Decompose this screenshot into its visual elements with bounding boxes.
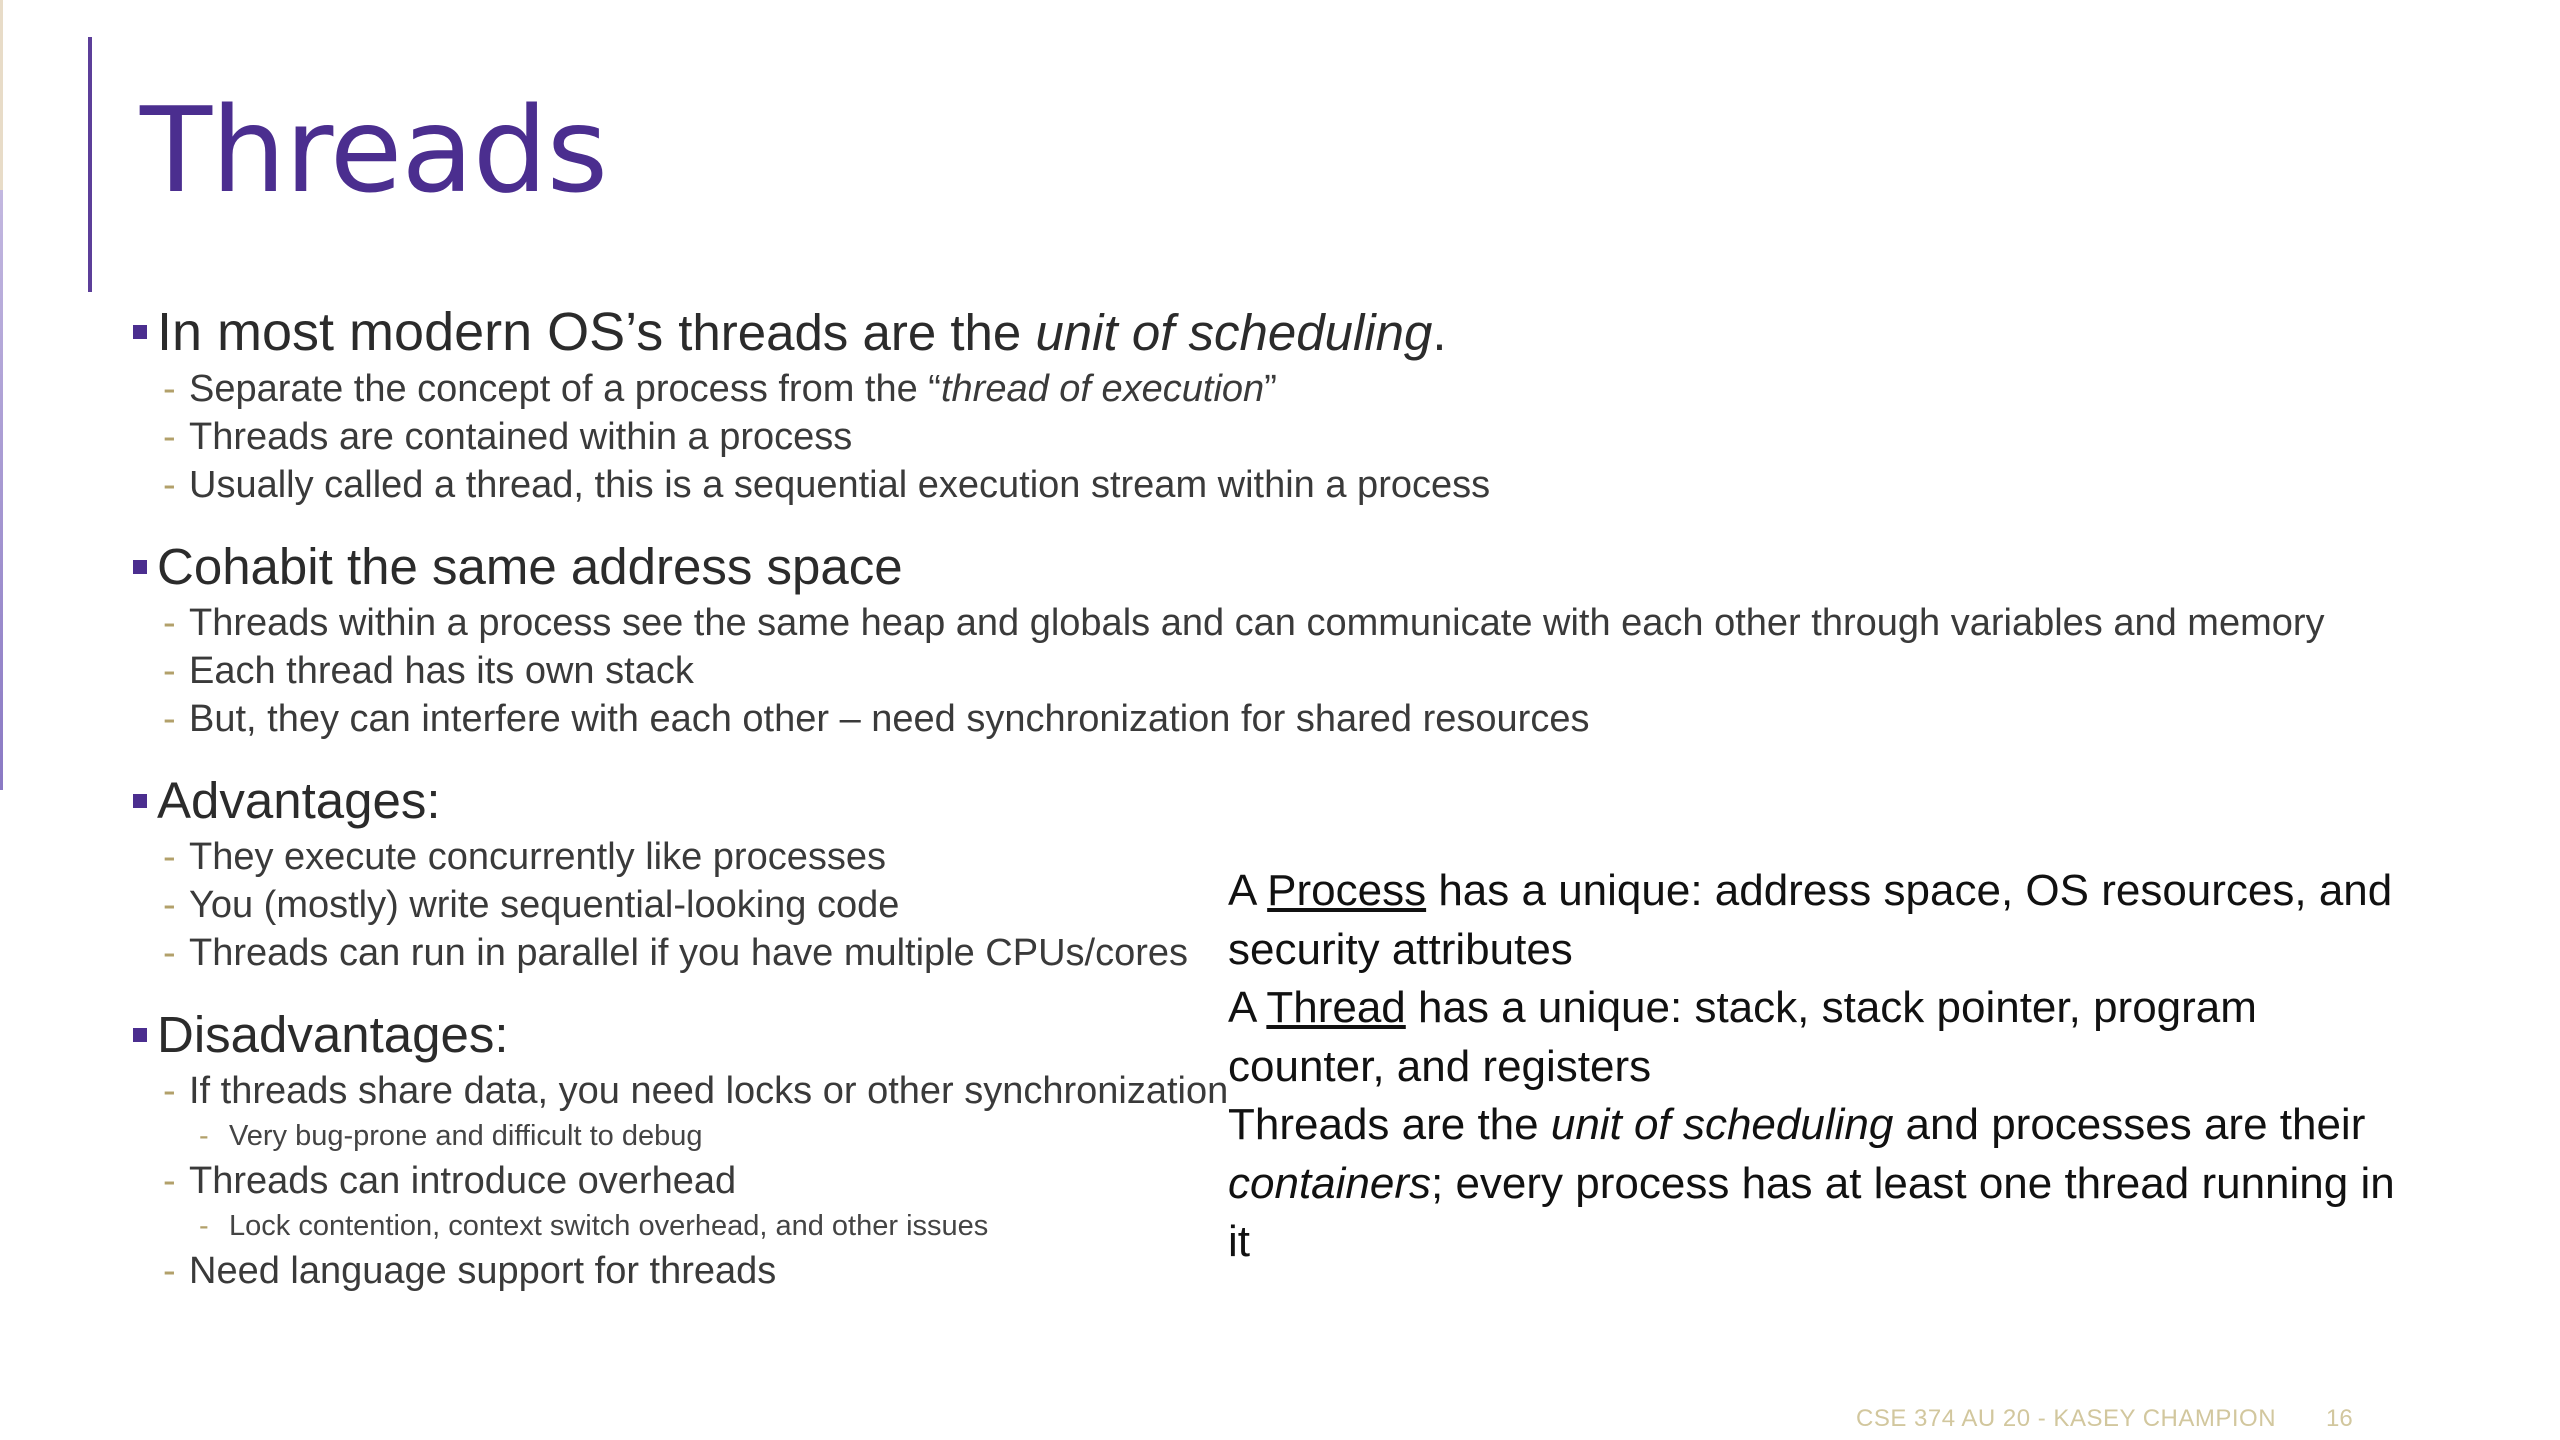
bullet-text: Very bug-prone and difficult to debug <box>229 1120 703 1152</box>
dash-bullet-icon: - <box>199 1120 209 1152</box>
dash-bullet-icon: - <box>163 1160 176 1202</box>
process-term: Process <box>1267 866 1427 915</box>
bullet-text: But, they can interfere with each other – need synchronization for shared resources <box>189 698 1590 740</box>
square-bullet-icon <box>133 560 147 574</box>
bullet-text: Cohabit the same address space <box>157 538 903 595</box>
bullet-text: Separate the concept of a process from the “ <box>189 368 941 410</box>
slide-title: Threads <box>140 81 608 219</box>
callout-text: ; every process has at least one thread running in it <box>1228 1158 2395 1266</box>
bullet-level2 <box>133 413 1233 461</box>
dash-bullet-icon: - <box>163 602 176 644</box>
bullet-text: . <box>1432 304 1447 361</box>
bullet-level2 <box>133 365 1277 413</box>
callout-text: A <box>1228 866 1268 915</box>
dash-bullet-icon: - <box>163 464 176 506</box>
callout-text: Threads are the <box>1228 1100 1551 1149</box>
bullet-level3 <box>133 1115 1233 1157</box>
bullet-level2 <box>133 833 1233 881</box>
dash-bullet-icon: - <box>163 698 176 740</box>
thread-definition <box>1228 979 2418 1096</box>
dash-bullet-icon: - <box>163 884 176 926</box>
bullet-level3 <box>133 1205 1233 1247</box>
bullet-text: You (mostly) write sequential-looking code <box>189 884 900 926</box>
thread-term: Thread <box>1266 983 1406 1032</box>
dash-bullet-icon: - <box>163 836 176 878</box>
section-disadvantages <box>133 1003 1233 1295</box>
callout-text: has a unique: stack, stack pointer, program counter, and registers <box>1228 983 2257 1091</box>
dash-bullet-icon: - <box>163 1070 176 1112</box>
footer-course: CSE 374 AU 20 - KASEY CHAMPION <box>1856 1405 2277 1432</box>
bullet-emphasis: thread of execution <box>940 368 1265 410</box>
callout-emphasis: containers <box>1228 1158 1432 1208</box>
bullet-text: Each thread has its own stack <box>189 650 694 692</box>
bullet-text: Advantages: <box>157 772 441 829</box>
dash-bullet-icon: - <box>199 1210 209 1242</box>
bullet-text: threads are the <box>678 304 1036 361</box>
bullet-level2 <box>133 1067 1233 1115</box>
callout-text: A <box>1228 983 1267 1032</box>
bullet-level2 <box>133 461 1491 509</box>
bullet-text: ” <box>1264 368 1277 410</box>
square-bullet-icon <box>133 1028 147 1042</box>
bullet-text: Lock contention, context switch overhead, and other issues <box>229 1210 989 1242</box>
section-address-space <box>133 535 2325 743</box>
bullet-text: If threads share data, you need locks or other synchronization <box>189 1070 1229 1112</box>
section-scheduling <box>133 300 1491 509</box>
bullet-text: Threads within a process see the same heap and globals and can communicate with each other through variables and memory <box>189 602 2325 644</box>
dash-bullet-icon: - <box>163 650 176 692</box>
title-accent-bar <box>88 37 92 292</box>
bullet-level1 <box>133 769 1233 833</box>
dash-bullet-icon: - <box>163 1250 176 1292</box>
page-number: 16 <box>2326 1405 2353 1432</box>
bullet-level2 <box>133 647 1233 695</box>
bullet-text: Usually called a thread, this is a sequential execution stream within a process <box>189 464 1491 506</box>
bullet-level1 <box>133 1003 1233 1067</box>
bullet-level2 <box>133 695 1590 743</box>
bullet-level2 <box>133 881 1233 929</box>
callout-emphasis: unit of scheduling <box>1550 1100 1894 1149</box>
bullet-level2 <box>133 929 1233 977</box>
left-edge-accent <box>0 0 3 790</box>
process-definition <box>1228 862 2418 979</box>
dash-bullet-icon: - <box>163 368 176 410</box>
square-bullet-icon <box>133 794 147 808</box>
bullet-level2 <box>133 599 2325 647</box>
definition-callout <box>1228 862 2418 1272</box>
bullet-level2 <box>133 1247 1233 1295</box>
scheduling-summary <box>1228 1096 2418 1272</box>
bullet-text: They execute concurrently like processes <box>189 836 886 878</box>
bullet-level1 <box>133 535 1233 599</box>
bullet-level2 <box>133 1157 1233 1205</box>
bullet-text: Need language support for threads <box>189 1250 777 1292</box>
callout-text: has a unique: address space, OS resources, and security attributes <box>1228 866 2393 974</box>
bullet-text: Threads are contained within a process <box>189 416 853 458</box>
bullet-text: Disadvantages: <box>157 1006 509 1063</box>
bullet-text: Threads can introduce overhead <box>189 1160 737 1202</box>
bullet-level1 <box>133 300 1447 365</box>
dash-bullet-icon: - <box>163 416 176 458</box>
dash-bullet-icon: - <box>163 932 176 974</box>
bullet-text: In most modern OS’s <box>157 302 679 362</box>
section-advantages <box>133 769 1233 977</box>
bullet-emphasis: unit of scheduling <box>1035 304 1433 361</box>
square-bullet-icon <box>133 325 147 339</box>
bullet-text: Threads can run in parallel if you have multiple CPUs/cores <box>189 932 1189 974</box>
callout-text: and processes are their <box>1893 1100 2366 1149</box>
